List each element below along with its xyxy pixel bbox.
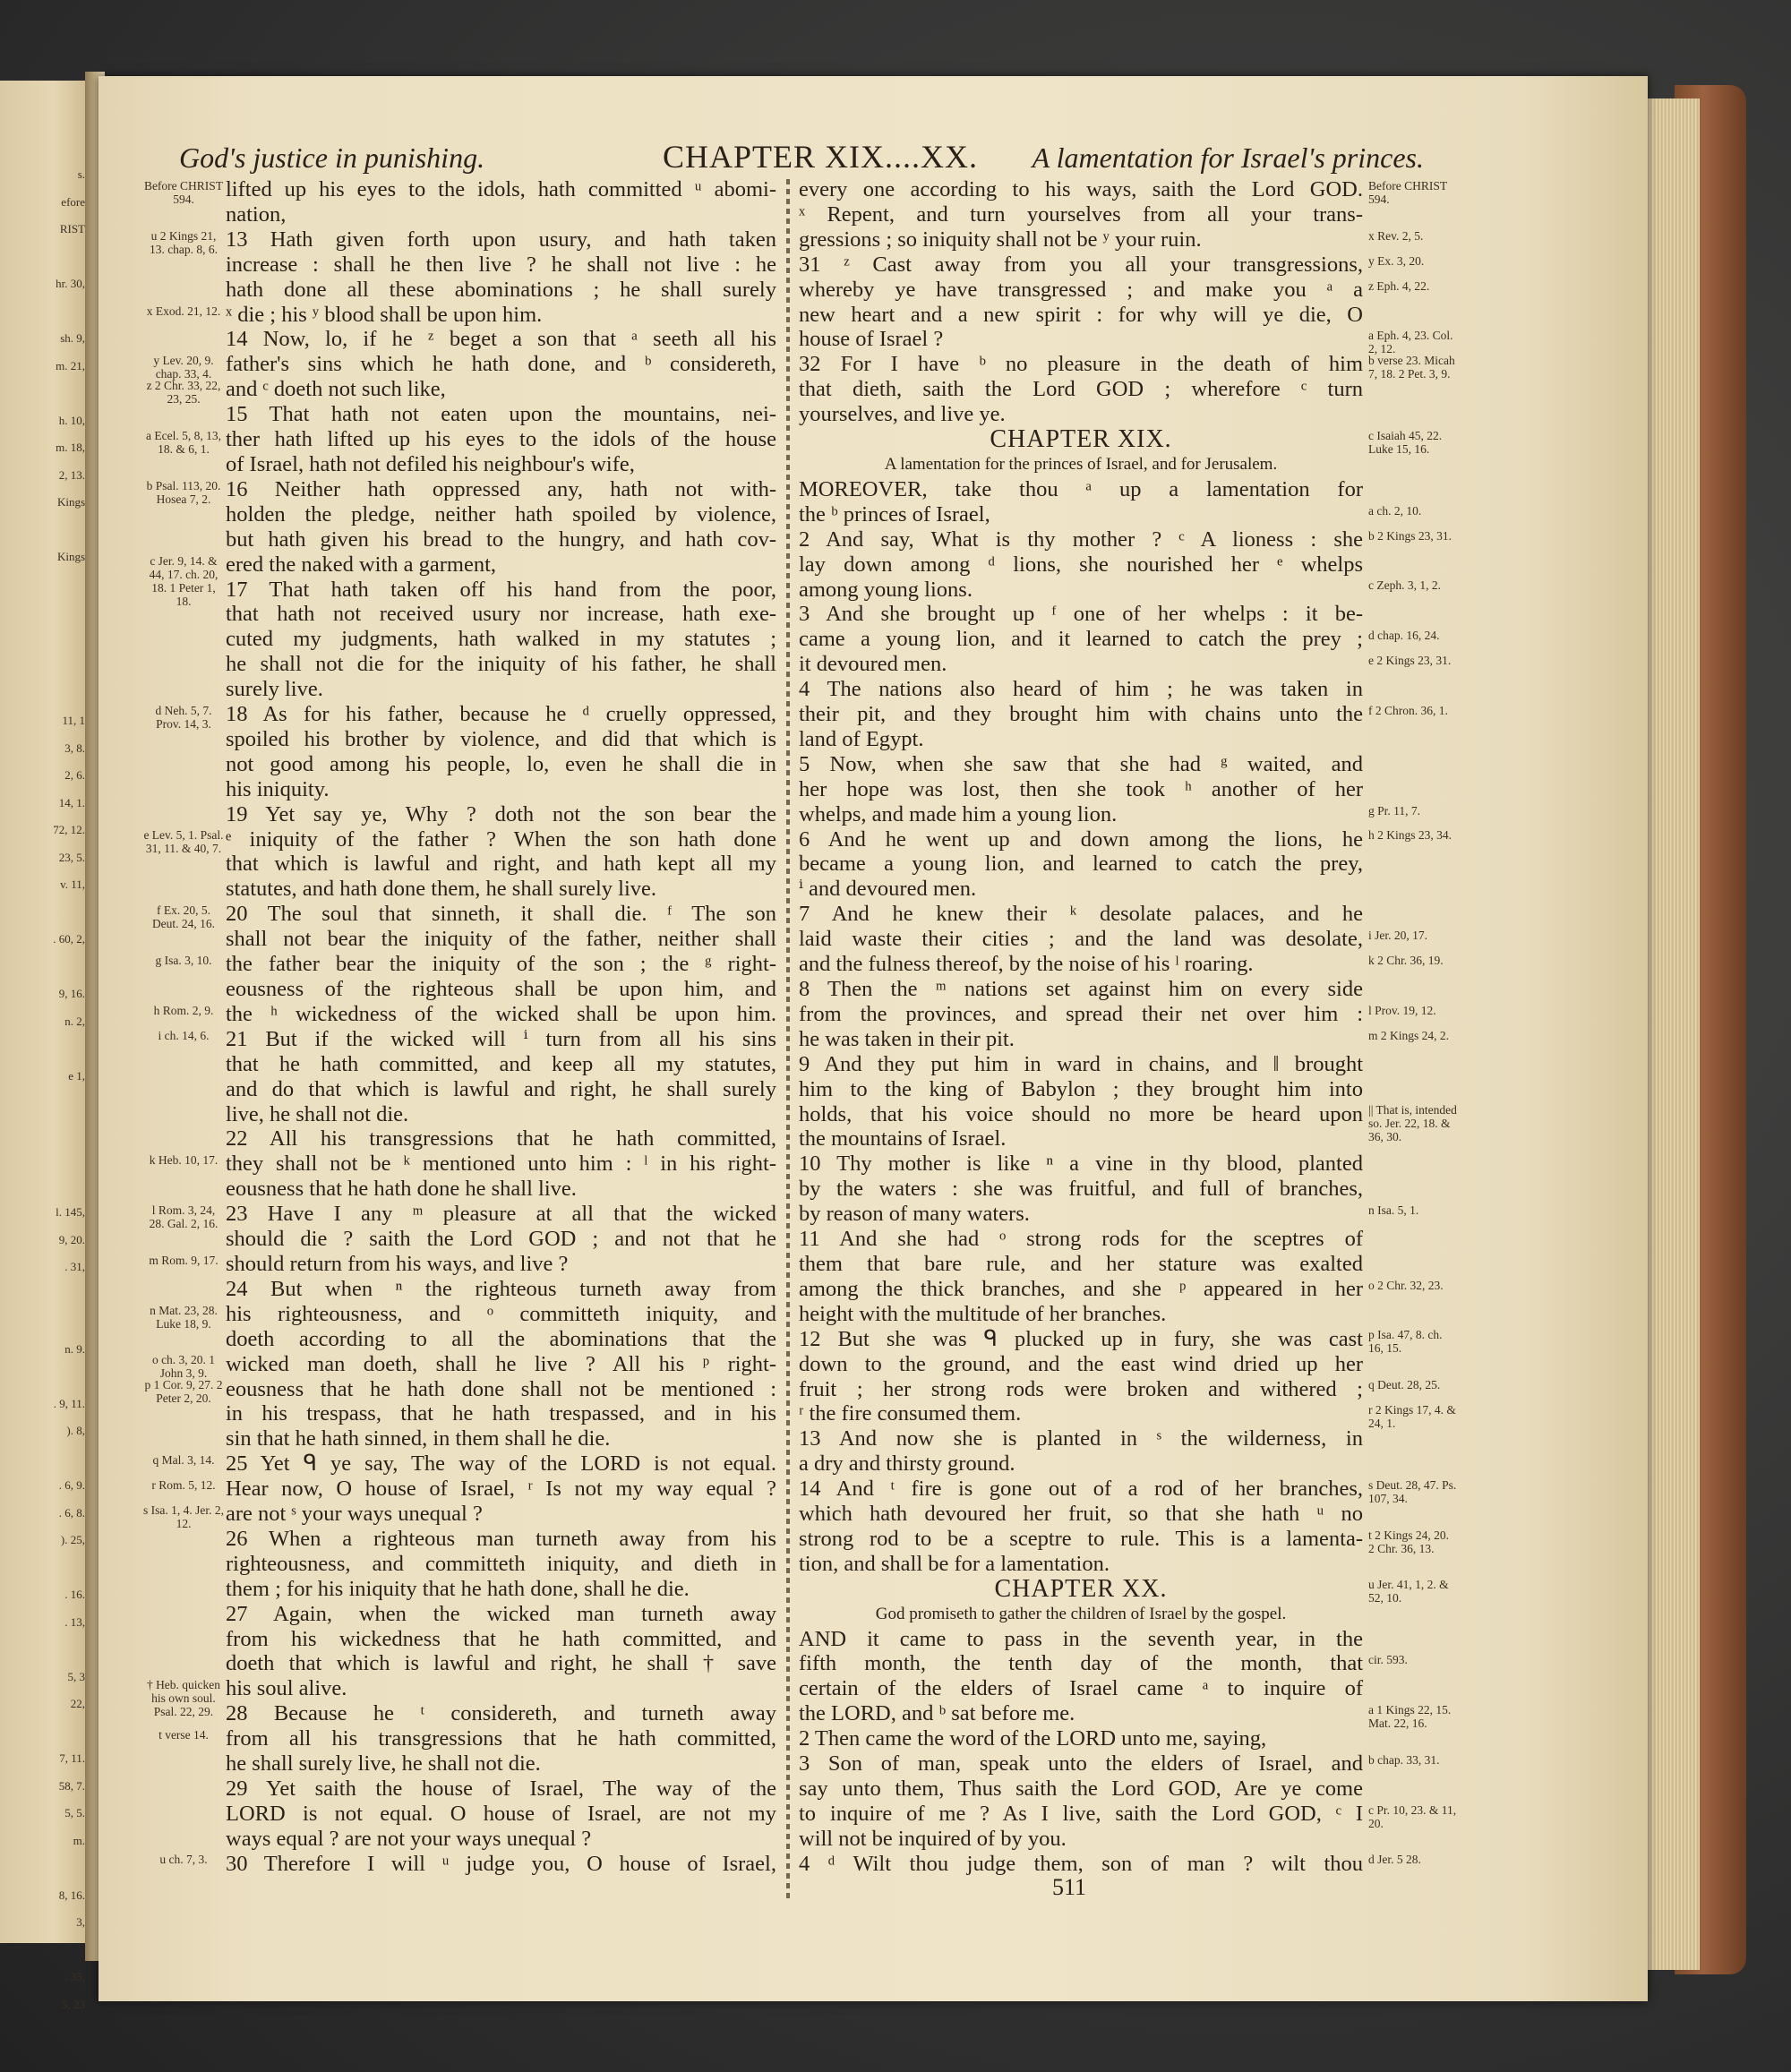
facing-page-fragment xyxy=(0,1636,85,1664)
text-line: Hear now, O house of Israel, ʳ Is not my way equal ? xyxy=(226,1477,776,1502)
facing-page-fragment: 58, 7. xyxy=(58,1778,85,1793)
text-line: he shall surely live, he shall not die. xyxy=(226,1751,541,1777)
facing-page-fragment: ). 25, xyxy=(60,1533,85,1546)
text-line: his righteousness, and ᵒ committeth iniquity, and xyxy=(226,1301,776,1326)
text-line: the mountains of Israel. xyxy=(799,1126,1007,1152)
facing-page-fragment xyxy=(0,298,85,326)
text-line: 30 Therefore I will ᵘ judge you, O house of Israel, xyxy=(226,1851,776,1876)
text-line: statutes, and hath done them, he shall surely live. xyxy=(226,877,657,902)
text-line: them ; for his iniquity that he hath done, shall he die. xyxy=(226,1576,690,1601)
margin-reference: d Jer. 5 28. xyxy=(1368,1853,1421,1867)
text-line: new heart and a new spirit : for why will ye die, O xyxy=(799,302,1363,327)
text-line: his iniquity. xyxy=(226,776,330,801)
margin-reference: x Exod. 21, 12. xyxy=(146,304,221,318)
text-line: LORD is not equal. O house of Israel, are not my xyxy=(226,1801,776,1826)
facing-page-fragment: 72, 12. xyxy=(53,823,85,836)
text-line: the LORD, and ᵇ sat before me. xyxy=(799,1701,1075,1726)
text-line: from his wickedness that he hath committed, and xyxy=(226,1626,776,1651)
margin-reference: b Psal. 113, 20. Hosea 7, 2. xyxy=(146,478,221,506)
facing-page-fragment: m. 18, xyxy=(56,441,85,454)
text-line: down to the ground, and the east wind dried up her xyxy=(799,1351,1363,1376)
text-line: by reason of many waters. xyxy=(799,1202,1030,1227)
text-line: increase : shall he then live ? he shall not live : he xyxy=(226,252,776,277)
text-line: hath done all these abominations ; he shall surely xyxy=(226,277,776,302)
text-line: the father bear the iniquity of the son ; the ᵍ right- xyxy=(226,952,776,977)
text-line: 3 And she brought up ᶠ one of her whelps : it be- xyxy=(799,602,1363,627)
text-line: 27 Again, when the wicked man turneth away xyxy=(226,1601,776,1626)
margin-reference: y Lev. 20, 9. chap. 33, 4. xyxy=(153,354,214,381)
text-line: to inquire of me ? As I live, saith the Lord GOD, ᶜ I xyxy=(799,1801,1363,1826)
margin-reference: z 2 Chr. 33, 22, 23, 25. xyxy=(146,379,221,407)
margin-reference: l Rom. 3, 24, 28. Gal. 2, 16. xyxy=(149,1203,219,1230)
margin-reference: a Ecel. 5, 8, 13, 18. & 6, 1. xyxy=(146,429,221,456)
text-line: which hath devoured her fruit, so that she hath ᵘ no xyxy=(799,1502,1363,1527)
text-line: he shall not die for the iniquity of his father, he shall xyxy=(226,652,776,677)
margin-reference: || That is, intended so. Jer. 22, 18. & 36, 30. xyxy=(1368,1103,1457,1144)
text-line: not good among his people, lo, even he shall die in xyxy=(226,751,776,776)
margin-reference: t verse 14. xyxy=(159,1727,209,1742)
facing-page-fragment xyxy=(0,1445,85,1473)
facing-page-fragment: ). 8, xyxy=(66,1424,85,1437)
facing-page-fragment xyxy=(0,1363,85,1391)
facing-page-fragment: 8, 16. xyxy=(58,1888,85,1902)
text-line: live, he shall not die. xyxy=(226,1101,409,1126)
margin-reference: g Pr. 11, 7. xyxy=(1368,803,1421,818)
text-line: 25 Yet ᑫ ye say, The way of the LORD is not equal. xyxy=(226,1451,776,1477)
text-line: ˣ die ; his ʸ blood shall be upon him. xyxy=(226,302,543,327)
facing-page-fragment: l. 145, xyxy=(56,1205,85,1219)
margin-reference: r Rom. 5, 12. xyxy=(151,1477,216,1492)
facing-page-fragment xyxy=(0,1035,85,1063)
margin-reference: s Isa. 1, 4. Jer. 2, 12. xyxy=(143,1503,224,1530)
text-line: holden the pledge, neither hath spoiled by violence, xyxy=(226,501,776,527)
margin-reference: t 2 Kings 24, 20. 2 Chr. 36, 13. xyxy=(1368,1528,1450,1555)
facing-page-fragment xyxy=(0,1554,85,1582)
margin-reference: r 2 Kings 17, 4. & 24, 1. xyxy=(1368,1403,1456,1431)
margin-reference: k Heb. 10, 17. xyxy=(149,1153,219,1168)
margin-reference: b verse 23. Micah 7, 18. 2 Pet. 3, 9. xyxy=(1368,354,1455,381)
text-line: ways equal ? are not your ways unequal ? xyxy=(226,1826,592,1851)
text-line: 4 The nations also heard of him ; he was taken in xyxy=(799,677,1363,702)
text-line: 11 And she had ᵒ strong rods for the sceptres of xyxy=(799,1227,1363,1252)
facing-page-fragment: v. 11, xyxy=(60,878,85,891)
margin-reference: Before CHRIST 594. xyxy=(143,179,224,206)
text-line: and ᶜ doeth not such like, xyxy=(226,377,446,402)
margin-reference: c Zeph. 3, 1, 2. xyxy=(1368,578,1441,593)
margin-reference: f 2 Chron. 36, 1. xyxy=(1368,703,1448,717)
text-line: tion, and shall be for a lamentation. xyxy=(799,1551,1110,1576)
text-line: are not ˢ your ways unequal ? xyxy=(226,1502,483,1527)
facing-page-fragment xyxy=(0,1281,85,1309)
text-line: that hath not received usury nor increase, hath exe- xyxy=(226,602,776,627)
chapter20-heading: CHAPTER XX. xyxy=(994,1574,1168,1603)
text-line: 23 Have I any ᵐ pleasure at all that the wicked xyxy=(226,1202,776,1227)
facing-page-fragment: 5, 5. xyxy=(64,1806,85,1819)
text-line: 19 Yet say ye, Why ? doth not the son bear the xyxy=(226,801,776,826)
text-line: nation, xyxy=(226,201,287,227)
facing-page-fragment xyxy=(0,517,85,544)
chapter19-text xyxy=(799,477,1363,1577)
text-line: 7 And he knew their ᵏ desolate palaces, and he xyxy=(799,902,1363,927)
text-line: whereby ye have transgressed ; and make you ᵃ a xyxy=(799,277,1363,302)
text-line: in his trespass, that he hath trespassed, and in his xyxy=(226,1401,776,1426)
margin-reference: h 2 Kings 23, 34. xyxy=(1368,828,1453,843)
text-line: 5 Now, when she saw that she had ᵍ waited, and xyxy=(799,751,1363,776)
text-line: fifth month, the tenth day of the month, that xyxy=(799,1651,1363,1676)
margin-reference: c Jer. 9, 14. & 44, 17. ch. 20, 18. 1 Peter 1, 18. xyxy=(149,553,219,608)
facing-page-fragment xyxy=(0,244,85,271)
text-line: 12 But she was ᑫ plucked up in fury, she was cast xyxy=(799,1326,1363,1351)
text-line: laid waste their cities ; and the land was desolate, xyxy=(799,927,1363,952)
facing-page-fragment: m. 21, xyxy=(56,358,85,372)
margin-reference: h Rom. 2, 9. xyxy=(153,1003,214,1017)
text-line: AND it came to pass in the seventh year, in the xyxy=(799,1626,1363,1651)
header-center: CHAPTER XIX....XX. xyxy=(663,139,979,175)
facing-page-fragment: 23, 5. xyxy=(58,850,85,864)
text-line: lay down among ᵈ lions, she nourished her ᵉ whelps xyxy=(799,552,1363,577)
text-line: 28 Because he ᵗ considereth, and turneth away xyxy=(226,1701,776,1726)
text-line: gressions ; so iniquity shall not be ʸ your ruin. xyxy=(799,227,1202,252)
text-line: 24 But when ⁿ the righteous turneth away from xyxy=(226,1276,776,1301)
text-line: 15 That hath not eaten upon the mountains, nei- xyxy=(226,402,776,427)
left-text-column xyxy=(226,177,776,1877)
facing-page-fragment xyxy=(0,954,85,981)
text-line: 14 And ᵗ fire is gone out of a rod of her branches, xyxy=(799,1477,1363,1502)
margin-reference: g Isa. 3, 10. xyxy=(155,953,212,967)
margin-reference: cir. 593. xyxy=(1368,1653,1408,1667)
facing-page-fragment: 11, 1 xyxy=(62,714,85,727)
facing-page-fragment: 3, 8. xyxy=(64,741,85,755)
facing-page-fragment xyxy=(0,681,85,708)
margin-reference: n Isa. 5, 1. xyxy=(1368,1203,1419,1217)
facing-page-fragment: s. xyxy=(77,167,85,181)
chapter19-heading: CHAPTER XIX. xyxy=(990,425,1172,454)
text-line: eousness that he hath done he shall live. xyxy=(226,1177,577,1202)
text-line: 14 Now, lo, if he ᶻ beget a son that ᵃ seeth all his xyxy=(226,327,776,352)
margin-reference: m 2 Kings 24, 2. xyxy=(1368,1028,1450,1042)
margin-reference: q Deut. 28, 25. xyxy=(1368,1378,1441,1392)
text-line: 9 And they put him in ward in chains, and ‖ brought xyxy=(799,1051,1363,1076)
text-line: height with the multitude of her branches. xyxy=(799,1301,1167,1326)
facing-page-fragment xyxy=(0,653,85,681)
text-line: his soul alive. xyxy=(226,1676,347,1701)
text-line: that dieth, saith the Lord GOD ; wherefore ᶜ turn xyxy=(799,377,1363,402)
margin-reference: p Isa. 47, 8. ch. 16, 15. xyxy=(1368,1328,1443,1356)
text-line: the ᵇ princes of Israel, xyxy=(799,501,990,527)
text-line: by the waters : she was fruitful, and full of branches, xyxy=(799,1177,1363,1202)
text-line: that he hath committed, and keep all my statutes, xyxy=(226,1051,776,1076)
text-line: 21 But if the wicked will ⁱ turn from all his sins xyxy=(226,1026,776,1051)
margin-reference: u ch. 7, 3. xyxy=(159,1853,208,1867)
facing-page-fragment xyxy=(0,598,85,626)
text-line: came a young lion, and it learned to catch the prey ; xyxy=(799,627,1363,652)
text-line: 26 When a righteous man turneth away from his xyxy=(226,1526,776,1551)
text-line: spoiled his brother by violence, and did that which is xyxy=(226,726,776,751)
facing-page-fragment: 2, 13. xyxy=(58,467,85,482)
margin-reference: a Eph. 4, 23. Col. 2, 12. xyxy=(1368,329,1453,356)
text-line: father's sins which he hath done, and ᵇ considereth, xyxy=(226,352,776,377)
margin-reference: o 2 Chr. 32, 23. xyxy=(1368,1278,1444,1292)
margin-reference: i Jer. 20, 17. xyxy=(1368,929,1427,942)
facing-page-fragment xyxy=(0,1144,85,1172)
text-line: among the thick branches, and she ᵖ appeared in her xyxy=(799,1276,1363,1301)
margin-reference: Before CHRIST 594. xyxy=(1368,179,1447,206)
page-block-edge xyxy=(1646,98,1700,1970)
text-line: that which is lawful and right, and hath kept all my xyxy=(226,852,776,877)
text-line: from all his transgressions that he hath committed, xyxy=(226,1726,776,1751)
chapter20-summary: God promiseth to gather the children of Israel by the gospel. xyxy=(875,1604,1287,1623)
facing-page-fragment: sh. 9, xyxy=(60,331,85,345)
text-line: ʳ the fire consumed them. xyxy=(799,1401,1022,1426)
facing-page-fragment: 14, 1. xyxy=(58,795,85,809)
text-line: fruit ; her strong rods were broken and withered ; xyxy=(799,1376,1363,1401)
text-line: 4 ᵈ Wilt thou judge them, son of man ? wilt thou xyxy=(799,1851,1363,1876)
text-line: 29 Yet saith the house of Israel, The way of the xyxy=(226,1777,776,1801)
text-line: but hath given his bread to the hungry, and hath cov- xyxy=(226,527,776,552)
facing-page-fragment: hr. 30, xyxy=(56,277,85,290)
text-line: and the fulness thereof, by the noise of his ˡ roaring. xyxy=(799,952,1254,977)
margin-reference: u Jer. 41, 1, 2. & 52, 10. xyxy=(1368,1578,1449,1605)
text-line: a dry and thirsty ground. xyxy=(799,1451,1015,1477)
text-line: ˣ Repent, and turn yourselves from all your trans- xyxy=(799,201,1363,227)
margin-reference: q Mal. 3, 14. xyxy=(152,1452,215,1467)
facing-page-fragment: . 31, xyxy=(64,1260,85,1273)
text-line: the ʰ wickedness of the wicked shall be upon him. xyxy=(226,1001,776,1026)
header-left: God's justice in punishing. xyxy=(179,141,485,174)
facing-page-fragment xyxy=(0,571,85,599)
facing-page-fragment: 9, 20. xyxy=(58,1232,85,1246)
text-line: 18 As for his father, because he ᵈ cruelly oppressed, xyxy=(226,702,776,727)
facing-page-fragment: e 1, xyxy=(68,1068,85,1083)
text-line: MOREOVER, take thou ᵃ up a lamentation for xyxy=(799,476,1363,501)
margin-reference: a 1 Kings 22, 15. Mat. 22, 16. xyxy=(1368,1702,1452,1730)
text-line: shall not bear the iniquity of the father, neither shall xyxy=(226,927,776,952)
facing-page-fragment: . 9, 11. xyxy=(53,1396,85,1410)
text-line: 17 That hath taken off his hand from the poor, xyxy=(226,577,776,602)
facing-page-fragments xyxy=(0,161,85,2018)
text-line: 2 Then came the word of the LORD unto me, saying, xyxy=(799,1726,1267,1751)
chapter20-text xyxy=(799,1627,1363,1877)
header-right: A lamentation for Israel's princes. xyxy=(1032,141,1424,174)
text-line: them that bare rule, and her stature was exalted xyxy=(799,1251,1363,1276)
text-line: her hope was lost, then she took ʰ another of her xyxy=(799,776,1363,801)
text-line: ered the naked with a garment, xyxy=(226,552,497,577)
text-line: wicked man doeth, shall he live ? All his ᵖ right- xyxy=(226,1351,776,1376)
text-line: and do that which is lawful and right, he shall surely xyxy=(226,1076,776,1101)
text-line: surely live. xyxy=(226,677,323,702)
text-line: him to the king of Babylon ; they brought him into xyxy=(799,1076,1363,1101)
text-line: lifted up his eyes to the idols, hath committed ᵘ abomi- xyxy=(226,177,776,201)
facing-page-fragment xyxy=(0,899,85,927)
facing-page-fragment: efore xyxy=(61,194,85,209)
facing-page-fragment xyxy=(0,1718,85,1746)
text-line: land of Egypt. xyxy=(799,726,924,751)
text-line: house of Israel ? xyxy=(799,327,944,352)
right-text-column xyxy=(799,177,1363,1877)
margin-reference: l Prov. 19, 12. xyxy=(1368,1003,1436,1017)
facing-page-fragment: 9, 16. xyxy=(58,987,85,1000)
margin-reference: p 1 Cor. 9, 27. 2 Peter 2, 20. xyxy=(144,1378,223,1406)
facing-page-fragment: RIST xyxy=(59,222,85,235)
facing-page-fragment: Kings xyxy=(56,495,85,509)
text-line: should die ? saith the Lord GOD ; and not that he xyxy=(226,1227,776,1252)
text-line: doeth that which is lawful and right, he shall † save xyxy=(226,1651,776,1676)
margin-reference: e 2 Kings 23, 31. xyxy=(1368,654,1452,668)
text-line: will not be inquired of by you. xyxy=(799,1826,1067,1851)
text-line: 22 All his transgressions that he hath committed, xyxy=(226,1126,776,1152)
margin-reference: i ch. 14, 6. xyxy=(158,1028,210,1042)
text-line: 2 And say, What is thy mother ? ᶜ A lioness : she xyxy=(799,527,1363,552)
margin-reference: u 2 Kings 21, 13. chap. 8, 6. xyxy=(149,228,219,256)
text-line: they shall not be ᵏ mentioned unto him : ˡ in his right- xyxy=(226,1152,776,1177)
text-line: 6 And he went up and down among the lions, he xyxy=(799,826,1363,852)
facing-page-fragment: 2, 6. xyxy=(64,768,85,782)
text-line: their pit, and they brought him with chains unto the xyxy=(799,702,1363,727)
margin-reference: † Heb. quicken his own soul. Psal. 22, 29. xyxy=(146,1678,221,1718)
facing-page-fragment: . 13, xyxy=(64,1614,85,1629)
margin-reference: a ch. 2, 10. xyxy=(1368,503,1422,518)
margin-reference: x Rev. 2, 5. xyxy=(1368,228,1424,243)
text-line: 32 For I have ᵇ no pleasure in the death of him xyxy=(799,352,1363,377)
text-line: he was taken in their pit. xyxy=(799,1026,1015,1051)
facing-page-fragment: m. xyxy=(73,1833,85,1847)
margin-reference: d chap. 16, 24. xyxy=(1368,629,1440,643)
text-line: eousness of the righteous shall be upon him, and xyxy=(226,977,776,1001)
margin-reference: m Rom. 9, 17. xyxy=(149,1253,219,1267)
facing-page-fragment: Kings xyxy=(56,550,85,563)
facing-page-fragment xyxy=(0,1937,85,1965)
text-line: ᵉ iniquity of the father ? When the son hath done xyxy=(226,826,776,852)
facing-page-fragment xyxy=(0,1090,85,1117)
facing-page-fragment: n. 9. xyxy=(64,1341,85,1356)
text-line: 13 And now she is planted in ˢ the wilderness, in xyxy=(799,1426,1363,1451)
text-line: sin that he hath sinned, in them shall he die. xyxy=(226,1426,611,1451)
text-line: righteousness, and committeth iniquity, and dieth in xyxy=(226,1551,776,1576)
text-line: doeth according to all the abominations that the xyxy=(226,1326,776,1351)
chapter19-summary: A lamentation for the princes of Israel, and for Jerusalem. xyxy=(884,454,1278,474)
chapter18-conclusion xyxy=(799,177,1363,427)
facing-page-fragment xyxy=(0,1854,85,1882)
text-line: ther hath lifted up his eyes to the idols of the house xyxy=(226,427,776,452)
text-line: 13 Hath given forth upon usury, and hath taken xyxy=(226,227,776,252)
facing-page-fragment: h. 10, xyxy=(58,413,85,427)
margin-reference: y Ex. 3, 20. xyxy=(1368,253,1425,268)
margin-reference: z Eph. 4, 22. xyxy=(1368,278,1430,293)
column-divider xyxy=(786,179,790,1898)
facing-page-fragment xyxy=(0,380,85,407)
facing-page-fragment xyxy=(0,626,85,654)
text-line: became a young lion, and learned to catch the prey, xyxy=(799,852,1363,877)
text-line: should return from his ways, and live ? xyxy=(226,1251,569,1276)
text-line: ⁱ and devoured men. xyxy=(799,877,977,902)
text-line: of Israel, hath not defiled his neighbour's wife, xyxy=(226,451,635,476)
text-line: strong rod to be a sceptre to rule. This is a lamenta- xyxy=(799,1526,1363,1551)
facing-page-fragment: . 60, 2, xyxy=(53,932,85,946)
facing-page-fragment: n. 2, xyxy=(64,1014,85,1028)
facing-page-fragment: 22, xyxy=(70,1697,85,1710)
margin-reference: k 2 Chr. 36, 19. xyxy=(1368,953,1444,967)
margin-reference: e Lev. 5, 1. Psal. 31, 11. & 40, 7. xyxy=(143,828,224,856)
text-line: say unto them, Thus saith the Lord GOD, Are ye come xyxy=(799,1777,1363,1801)
page-number: 511 xyxy=(1052,1874,1087,1900)
margin-reference: c Isaiah 45, 22. Luke 15, 16. xyxy=(1368,429,1443,456)
text-line: 10 Thy mother is like ⁿ a vine in thy blood, planted xyxy=(799,1152,1363,1177)
text-line: 8 Then the ᵐ nations set against him on every side xyxy=(799,977,1363,1001)
text-line: 3 Son of man, speak unto the elders of Israel, and xyxy=(799,1751,1363,1777)
text-line: 31 ᶻ Cast away from you all your transgressions, xyxy=(799,252,1363,277)
facing-page-fragment xyxy=(0,1172,85,1200)
text-line: cuted my judgments, hath walked in my statutes ; xyxy=(226,627,776,652)
margin-reference: s Deut. 28, 47. Ps. 107, 34. xyxy=(1368,1477,1457,1505)
text-line: it devoured men. xyxy=(799,652,947,677)
facing-page-fragment xyxy=(0,1117,85,1145)
text-line: yourselves, and live ye. xyxy=(799,402,1006,427)
text-line: eousness that he hath done shall not be mentioned : xyxy=(226,1376,776,1401)
facing-page-fragment: . 16. xyxy=(64,1588,85,1601)
margin-reference: c Pr. 10, 23. & 11, 20. xyxy=(1368,1802,1457,1830)
margin-reference: d Neh. 5, 7. Prov. 14, 3. xyxy=(155,703,212,731)
margin-reference: o ch. 3, 20. 1 John 3, 9. xyxy=(151,1353,216,1381)
facing-page-fragment: . 6, 8. xyxy=(58,1505,85,1520)
text-line: among young lions. xyxy=(799,577,973,602)
text-line: every one according to his ways, saith the Lord GOD. xyxy=(799,177,1363,201)
facing-page-fragment: 5, 23 xyxy=(62,1997,85,2011)
facing-page-fragment: . 35, xyxy=(64,1970,85,1983)
text-line: whelps, and made him a young lion. xyxy=(799,801,1118,826)
facing-page-sliver xyxy=(0,81,90,2011)
text-line: holds, that his voice should no more be heard upon xyxy=(799,1101,1363,1126)
facing-page-fragment: 5, 3 xyxy=(67,1669,85,1683)
text-line: 20 The soul that sinneth, it shall die. ᶠ The son xyxy=(226,902,776,927)
facing-page-fragment: 7, 11. xyxy=(59,1751,85,1765)
margin-reference: b chap. 33, 31. xyxy=(1368,1752,1440,1767)
text-line: from the provinces, and spread their net over him : xyxy=(799,1001,1363,1026)
text-line: certain of the elders of Israel came ᵃ to inquire of xyxy=(799,1676,1363,1701)
facing-page-fragment: 3, xyxy=(76,1915,85,1929)
margin-reference: n Mat. 23, 28. Luke 18, 9. xyxy=(150,1303,218,1331)
margin-reference: f Ex. 20, 5. Deut. 24, 16. xyxy=(151,903,216,931)
margin-reference: b 2 Kings 23, 31. xyxy=(1368,528,1453,543)
facing-page-fragment xyxy=(0,1308,85,1336)
facing-page-fragment: . 6, 9. xyxy=(58,1478,85,1492)
text-line: 16 Neither hath oppressed any, hath not with- xyxy=(226,476,776,501)
